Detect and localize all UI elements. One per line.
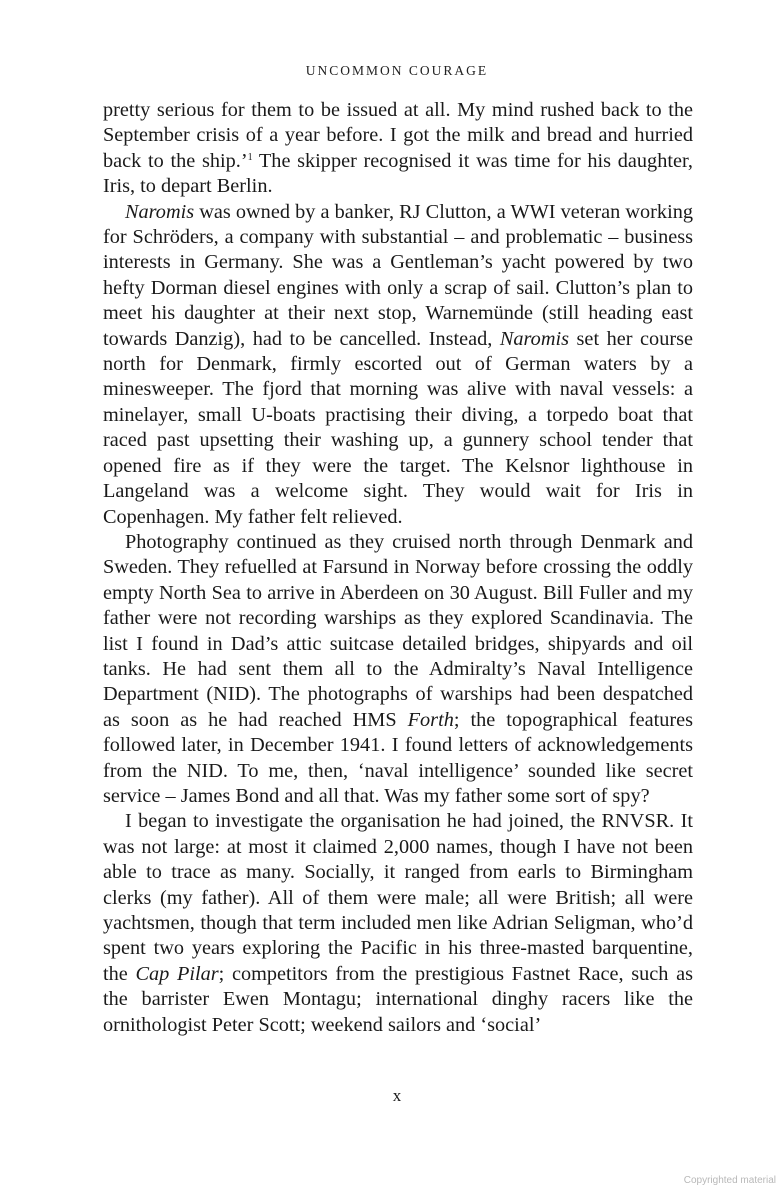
- paragraph-3-text-b: ; the topographical features followed later, in December 1941. I found letters of acknowledgements from the NID. To me, then, ‘naval intelligence’ sounded like secret service – James Bond and all that. Was my father some sort of spy?: [103, 708, 693, 807]
- ship-name-naromis: Naromis: [125, 200, 195, 223]
- paragraph-4-text-a: I began to investigate the organisation he had joined, the RNVSR. It was not large: at most it claimed 2,000 names, though I have not been able to trace as many. Socially, it ranged from earls to Birmingham clerks (my father). All of them were male; all were British; all were yachtsmen, though that term included men like Adrian Seligman, who’d spent two years exploring the Pacific in his three-masted barquentine, the: [103, 810, 693, 985]
- paragraph-1: [103, 98, 693, 200]
- footnote-reference: 1: [247, 151, 253, 163]
- ship-name-forth: Forth: [407, 708, 454, 731]
- paragraph-2: [103, 200, 693, 530]
- paragraph-4: [103, 809, 693, 1038]
- paragraph-2-text-a: was owned by a banker, RJ Clutton, a WWI veteran working for Schröders, a company with substantial – and problematic – business interests in Germany. She was a Gentleman’s yacht powered by two hefty Dorman diesel engines with only a scrap of sail. Clutton’s plan to meet his daughter at their next stop, Warnemünde (still heading east towards Danzig), had to be cancelled. Instead,: [103, 200, 693, 350]
- paragraph-2-text-b: set her course north for Denmark, firmly escorted out of German waters by a minesweeper. The fjord that morning was alive with naval vessels: a minelayer, small U-boats practising their diving, a torpedo boat that raced past upsetting their washing up, a gunnery school tender that opened fire as if they were the target. The Kelsnor lighthouse in Langeland was a welcome sight. They would wait for Iris in Copenhagen. My father felt relieved.: [103, 327, 693, 528]
- ship-name-naromis: Naromis: [499, 327, 569, 350]
- page-number: x: [392, 1086, 402, 1105]
- body-text: [103, 98, 693, 1038]
- paragraph-1-text-b: The skipper recognised it was time for his daughter, Iris, to depart Berlin.: [103, 149, 693, 198]
- copyright-watermark: Copyrighted material: [683, 1175, 776, 1186]
- paragraph-3-text-a: Photography continued as they cruised north through Denmark and Sweden. They refuelled at Farsund in Norway before crossing the oddly empty North Sea to arrive in Aberdeen on 30 August. Bill Fuller and my father were not recording warships as they explored Scandinavia. The list I found in Dad’s attic suitcase detailed bridges, shipyards and oil tanks. He had sent them all to the Admiralty’s Naval Intelligence Department (NID). The photographs of warships had been despatched as soon as he had reached HMS: [103, 530, 693, 731]
- ship-name-cap-pilar: Cap Pilar: [135, 962, 219, 985]
- running-head: UNCOMMON COURAGE: [305, 63, 489, 78]
- paragraph-1-text-a: pretty serious for them to be issued at all. My mind rushed back to the September crisis of a year before. I got the milk and bread and hurried back to the ship.’: [103, 99, 693, 172]
- paragraph-3: [103, 530, 693, 809]
- paragraph-4-text-b: ; competitors from the prestigious Fastnet Race, such as the barrister Ewen Montagu; international dinghy racers like the ornithologist Peter Scott; weekend sailors and ‘social’: [103, 962, 693, 1036]
